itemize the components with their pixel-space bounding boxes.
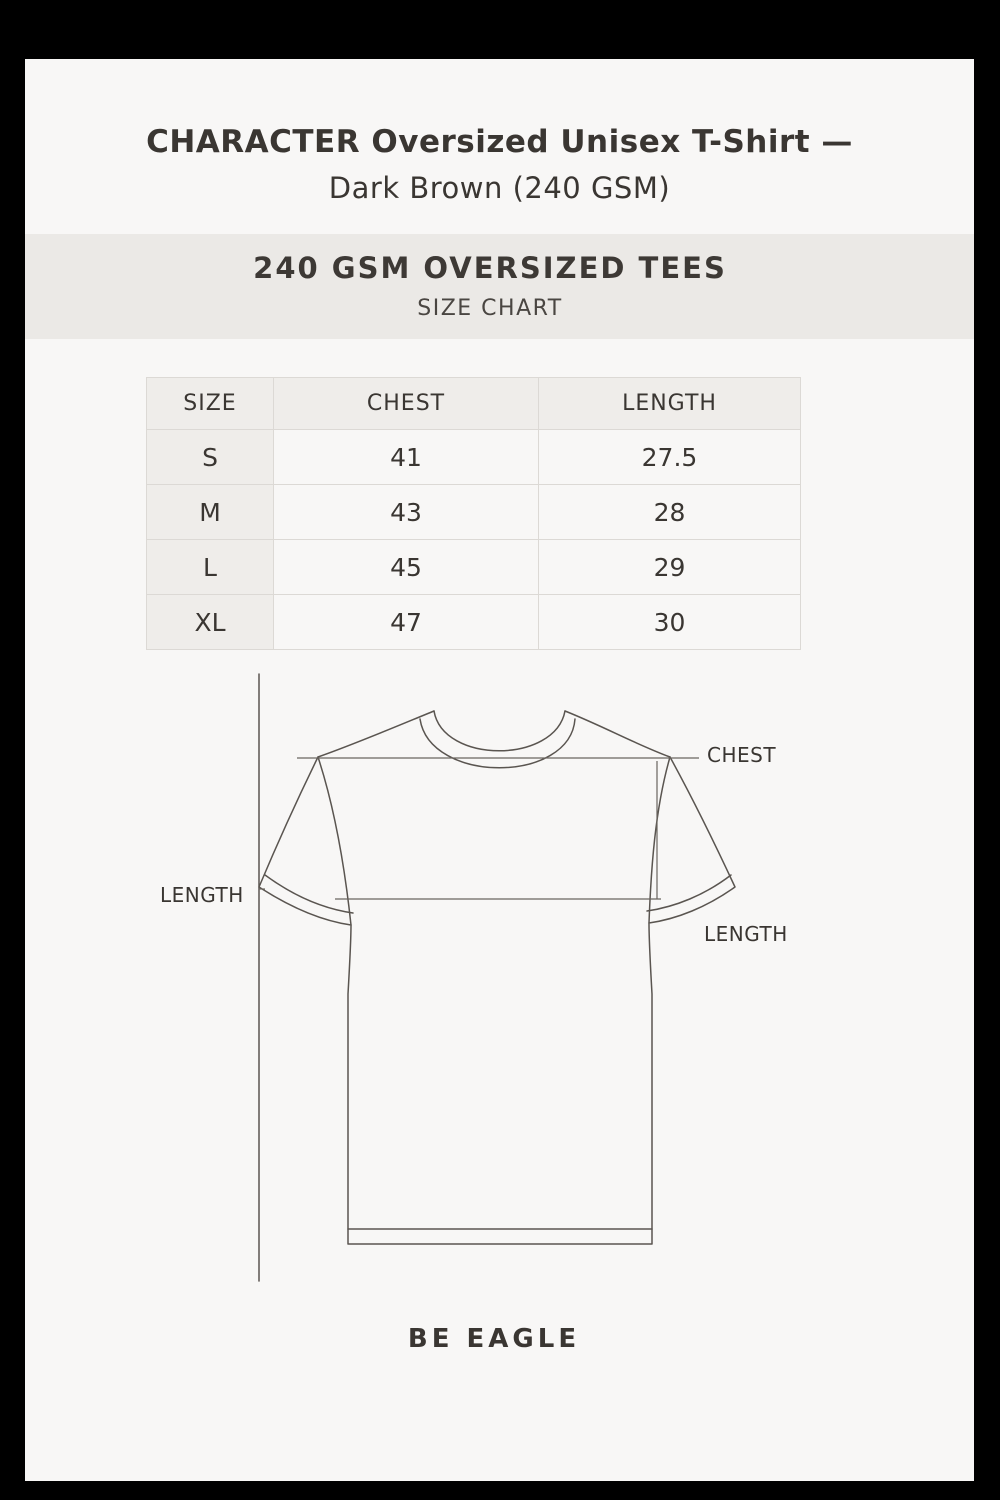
size-cell: L <box>147 540 274 595</box>
chest-cell: 45 <box>274 540 539 595</box>
header-length: LENGTH <box>539 378 801 430</box>
tshirt-outline-icon <box>259 711 735 1244</box>
size-chart-card <box>25 59 974 1481</box>
product-title-line1: CHARACTER Oversized Unisex T-Shirt — <box>146 124 853 160</box>
size-cell: XL <box>147 595 274 650</box>
header-chest: CHEST <box>274 378 539 430</box>
header-size: SIZE <box>147 378 274 430</box>
length-cell: 30 <box>539 595 801 650</box>
collar-inner <box>420 719 575 768</box>
length-right-label: LENGTH <box>704 922 788 946</box>
left-sleeve-hem <box>265 875 353 913</box>
right-armhole-seam <box>649 757 670 923</box>
tshirt-diagram <box>25 59 974 1481</box>
chest-cell: 47 <box>274 595 539 650</box>
right-sleeve-hem <box>647 875 731 911</box>
chest-cell: 43 <box>274 485 539 540</box>
chest-label: CHEST <box>707 743 777 767</box>
size-cell: S <box>147 430 274 485</box>
collar-outer <box>434 711 565 751</box>
brand-logo-text: BE EAGLE <box>407 1324 581 1354</box>
product-title-line2: Dark Brown (240 GSM) <box>328 171 671 205</box>
length-left-label: LENGTH <box>160 883 244 907</box>
length-cell: 28 <box>539 485 801 540</box>
chest-cell: 41 <box>274 430 539 485</box>
left-armhole-seam <box>318 757 351 925</box>
length-cell: 27.5 <box>539 430 801 485</box>
length-cell: 29 <box>539 540 801 595</box>
section-heading: 240 GSM OVERSIZED TEES <box>253 251 727 285</box>
section-subheading: SIZE CHART <box>417 296 563 321</box>
size-cell: M <box>147 485 274 540</box>
